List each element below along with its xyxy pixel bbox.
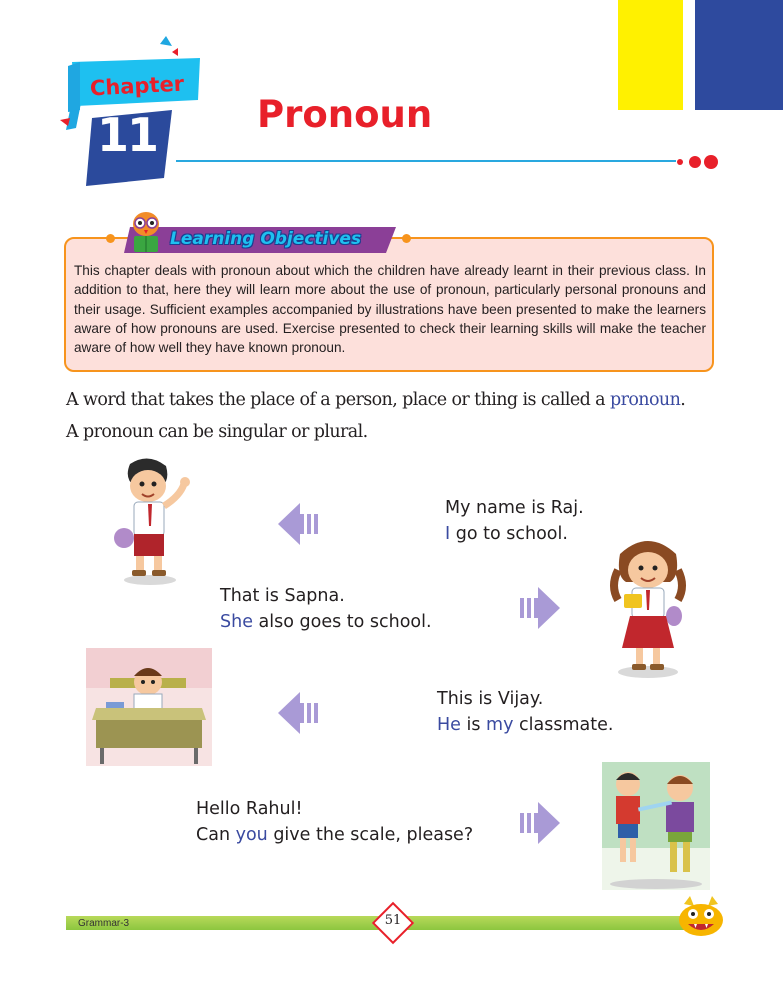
pronoun-word: you (235, 825, 268, 845)
sentence-line: Hello Rahul! (196, 799, 303, 819)
sentence-line (220, 609, 432, 635)
pronoun-word: He (437, 715, 461, 735)
pronoun-word: She (220, 612, 253, 632)
pronoun-word: I (445, 524, 451, 544)
term-pronoun: pronoun (609, 390, 681, 410)
boy-at-desk-illustration (86, 648, 212, 766)
sentence-mid: is (460, 715, 487, 735)
owl-reader-icon (128, 208, 164, 256)
corner-yellow-block (618, 0, 683, 110)
page-title: Pronoun (257, 93, 433, 136)
sentence-rest: go to school. (450, 524, 568, 544)
arrow-right-icon (512, 585, 560, 631)
title-dots-decoration (676, 152, 721, 172)
sentence-rest: classmate. (513, 715, 614, 735)
sentence-line (196, 822, 473, 848)
arrow-right-icon (512, 800, 560, 846)
boy-waving-illustration (108, 456, 196, 586)
arrow-left-icon (278, 501, 326, 547)
definition-end: . (680, 390, 686, 410)
footer-book-label: Grammar-3 (78, 918, 130, 929)
objectives-text: This chapter deals with pronoun about which the children have already learnt in their previous class. In addition to that, here they will learn more about the use of pronoun, particularly personal pronouns and their usage. Sufficient examples accompanied by illustrations have been presented to make the learners aware of how pronouns are used. Exercise presented to check their learning skills will make the teacher aware of how well they have known pronoun. (74, 263, 706, 356)
title-underline (176, 160, 676, 162)
corner-blue-block (695, 0, 783, 110)
arrow-left-icon (278, 690, 326, 736)
sentence-line (445, 521, 584, 547)
sentence-rest: give the scale, please? (267, 825, 474, 845)
monster-mascot-icon (676, 896, 726, 938)
girl-with-books-illustration (600, 530, 696, 680)
example-sentence-vijay (437, 686, 613, 738)
learning-objectives-box (64, 237, 714, 372)
sentence-line: This is Vijay. (437, 689, 544, 709)
pronoun-number-note: A pronoun can be singular or plural. (66, 422, 368, 442)
chapter-number: 11 (96, 108, 157, 162)
example-sentence-rahul (196, 796, 473, 848)
sentence-line: That is Sapna. (220, 586, 345, 606)
example-sentence-raj (445, 495, 584, 547)
decor-dot (402, 234, 411, 243)
page-number: 51 (384, 913, 402, 928)
sentence-start: Can (196, 825, 236, 845)
sentence-line: My name is Raj. (445, 498, 584, 518)
objectives-heading: Learning Objectives (170, 229, 362, 249)
definition-text: A word that takes the place of a person, place or thing is called a (66, 390, 610, 410)
example-sentence-sapna (220, 583, 432, 635)
pronoun-definition (66, 390, 685, 410)
decor-dot (106, 234, 115, 243)
two-boys-with-scale-illustration (602, 762, 710, 890)
sentence-rest: also goes to school. (252, 612, 432, 632)
sentence-line (437, 712, 613, 738)
pronoun-word: my (486, 715, 514, 735)
chapter-label: Chapter (89, 71, 185, 101)
